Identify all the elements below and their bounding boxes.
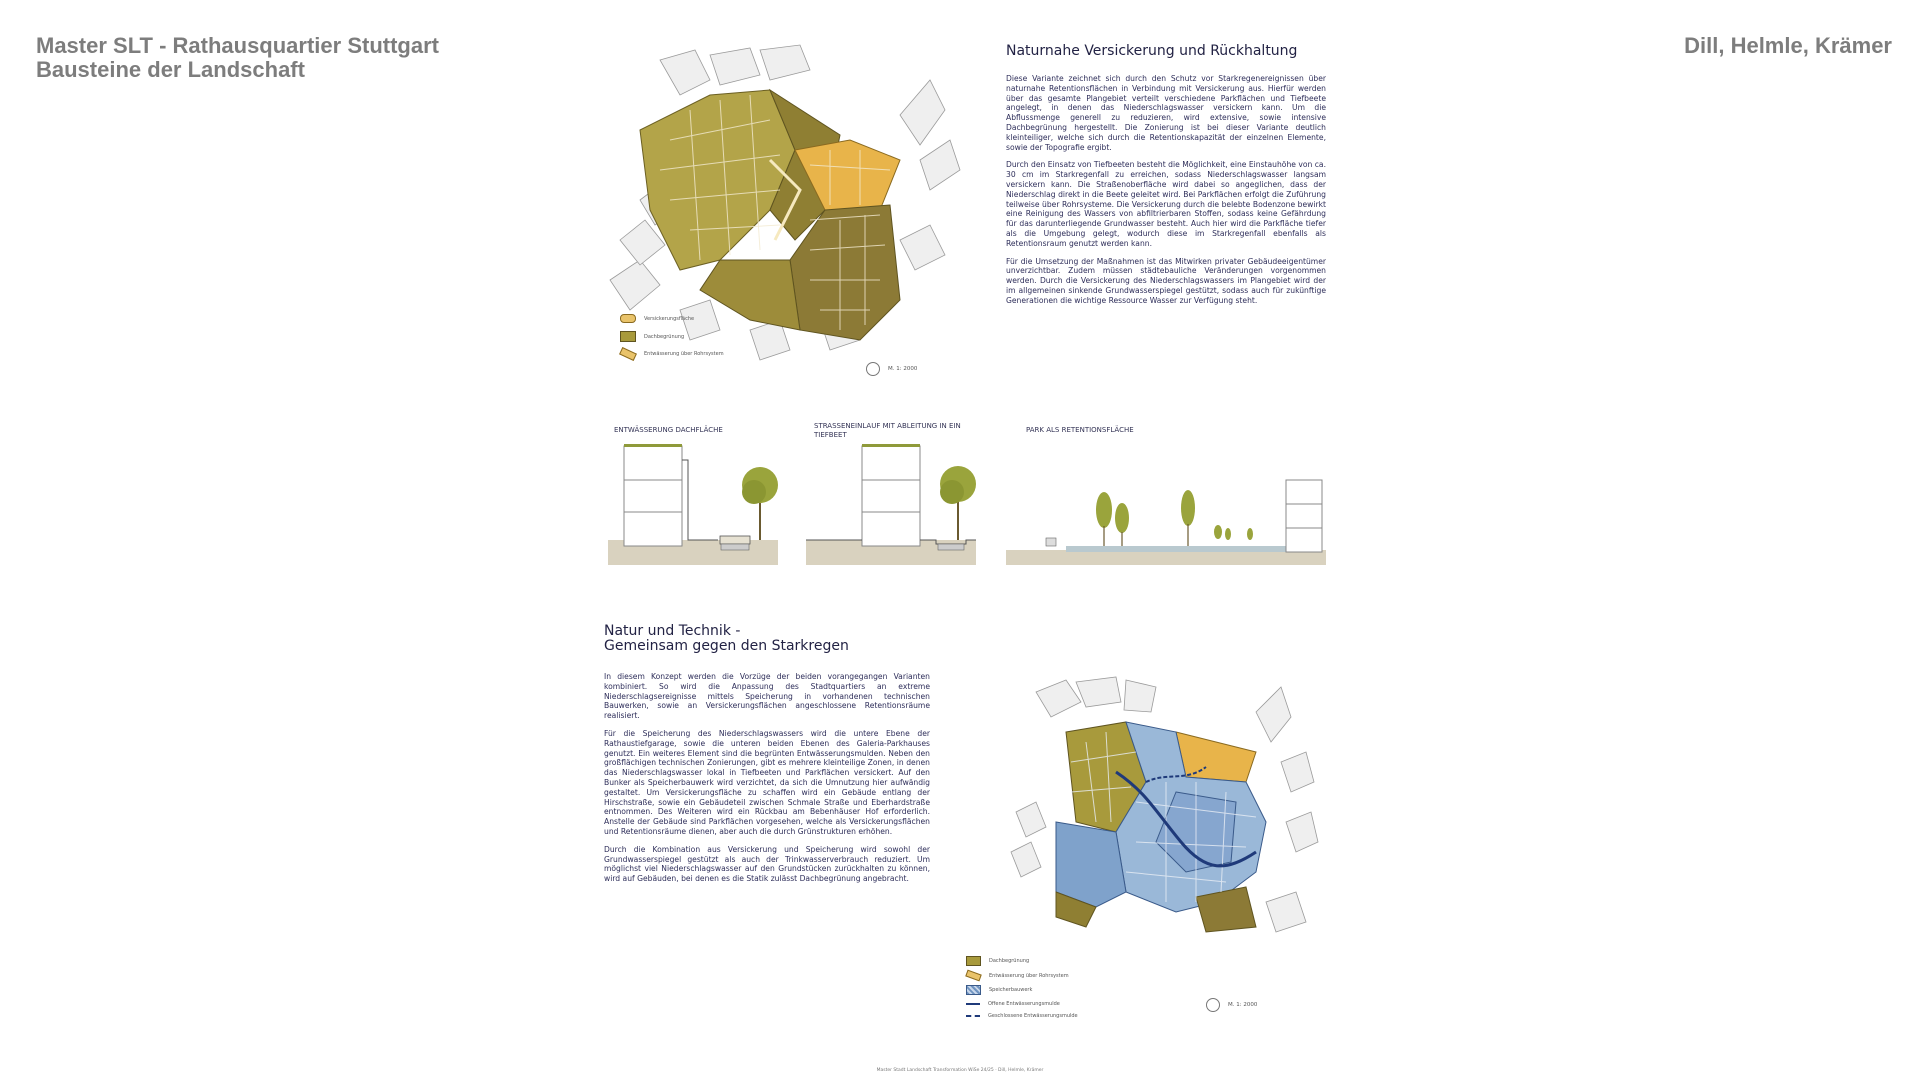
authors: Dill, Helmle, Krämer <box>1684 33 1892 58</box>
swatch-speicher-icon <box>966 985 981 995</box>
legend-2 <box>966 956 1078 1019</box>
swatch-dach-icon <box>620 331 636 342</box>
section1-heading: Naturnahe Versickerung und Rückhaltung <box>1006 43 1298 59</box>
caption-park: PARK ALS RETENTIONSFLÄCHE <box>1026 426 1134 434</box>
legend-1 <box>620 314 724 358</box>
legend-label: Geschlossene Entwässerungsmulde <box>988 1013 1078 1019</box>
paragraph: In diesem Konzept werden die Vorzüge der beiden vorangegangen Varianten kombiniert. So wird die Anpassung des Stadtquartiers an extreme Niederschlagsereignisse mittels Speicherung in vorhandenen technischen Bauwerken, sowie an Versickerungsflächen angeschlossene Retentionsräume realisiert. <box>604 672 930 721</box>
title-line-2: Bausteine der Landschaft <box>36 57 305 82</box>
section2-text <box>604 672 930 892</box>
legend-item <box>620 331 724 342</box>
heading-line-2: Gemeinsam gegen den Starkregen <box>604 638 849 654</box>
legend-label: Versickerungsfläche <box>644 315 695 322</box>
legend-item <box>966 985 1078 995</box>
north-arrow-icon <box>866 362 880 376</box>
page-title <box>36 34 439 82</box>
section-cut-dachflaeche <box>608 440 778 565</box>
section-cut-park <box>1006 440 1326 565</box>
section1-text <box>1006 74 1326 314</box>
title-line-1: Master SLT - Rathausquartier Stuttgart <box>36 33 439 58</box>
paragraph: Für die Umsetzung der Maßnahmen ist das Mitwirken privater Gebäudeeigentümer unverzichtbar. Zudem müssen städtebauliche Veränderungen vorgenommen werden. Durch die Versickerung des Niederschlagswassers im Plangebiet wird der im allgemeinen sinkende Grundwasserspiegel gestützt, sodass auch für zukünftige Generationen die wichtige Ressource Wasser zur Verfügung steht. <box>1006 256 1326 305</box>
section2-heading <box>604 624 849 654</box>
caption-strasseneinlauf: STRASSENEINLAUF MIT ABLEITUNG IN EIN TIEFBEET <box>814 422 961 439</box>
line-geschlossen-icon <box>966 1015 980 1017</box>
section-cut-strasseneinlauf <box>806 440 976 565</box>
heading-line-1: Natur und Technik - <box>604 623 741 639</box>
swatch-rohr-icon <box>965 970 981 982</box>
north-arrow-icon <box>1206 998 1220 1012</box>
footer: Master Stadt Landschaft Transformation WiSe 24/25 · Dill, Helmle, Krämer <box>876 1068 1044 1073</box>
paragraph: Durch die Kombination aus Versickerung und Speicherung wird sowohl der Grundwasserspiegel gestützt als auch der Trinkwasserverbrauch reduziert. Um möglichst viel Niederschlagswasser auf den Grundstücken zurückhalten zu können, wird auf Gebäuden, bei denen es die Statik zulässt Dachbegrünung angebracht. <box>604 844 930 884</box>
paragraph: Für die Speicherung des Niederschlagswassers wird die untere Ebene der Rathaustiefgarage, sowie die unteren beiden Ebenen des Galeria-Parkhauses genutzt. Ein weiteres Element sind die begrünten Entwässerungsmulden. Neben den großflächigen technischen Zonierungen, gibt es mehrere kleinteilige Zonen, in denen das Niederschlagswasser lokal in Tiefbeeten und Parkflächen versickert. Auf den Bunker als Speicherbauwerk wird verzichtet, da sich die Umnutzung hier aufwändig gestaltet. Um Versickerungsfläche zu schaffen wird ein Gebäude entlang der Hirschstraße, sowie ein Gebäudeteil zwischen Schmale Straße und Eberhardstraße entnommen. Des Weiteren wird ein Rückbau am Bebenhäuser Hof erforderlich. Anstelle der Gebäude sind Parkflächen vorgesehen, welche als Versickerungsflächen und Retentionsräume dienen, aber auch die durch Grünstrukturen erhöhen. <box>604 728 930 836</box>
line-offen-icon <box>966 1003 980 1005</box>
legend-label: Speicherbauwerk <box>989 987 1033 993</box>
legend-label: Dachbegrünung <box>644 333 685 340</box>
scale-2 <box>1206 998 1257 1012</box>
paragraph: Diese Variante zeichnet sich durch den Schutz vor Starkregenereignissen über naturnahe Retentionsflächen in Verbindung mit Versickerung aus. Hierfür werden über das gesamte Plangebiet verteilt verschiedene Parkflächen und Tiefbeete angelegt, in denen das Niederschlagswasser versickern kann. Um die Abflussmenge generell zu reduzieren, wird extensive, sowie intensive Dachbegrünung hergestellt. Die Zonierung ist bei dieser Variante deutlich kleinteiliger, welche sich durch die Retentionskapazität der einzelnen Elemente, sowie der Topografie ergibt. <box>1006 74 1326 152</box>
paragraph: Durch den Einsatz von Tiefbeeten besteht die Möglichkeit, eine Einstauhöhe von ca. 30 cm im Starkregenfall zu erreichen, sodass Niederschlagswasser langsam versickern kann. Die Straßenoberfläche wird dabei so angeglichen, dass der Niederschlag direkt in die Beete geleitet wird. Bei Parkflächen erfolgt die Zuführung teilweise über Rohrsysteme. Die Versickerung durch die belebte Bodenzone bewirkt eine Reinigung des Wassers von abfiltrierbaren Stoffen, sodass keine Gefährdung für das darunterliegende Grundwasser besteht. Auch hier wird die Parkfläche tiefer als die Umgebung gelegt, wodurch diese im Starkregenfall ebenfalls als Retentionsraum genutzt werden kann. <box>1006 160 1326 248</box>
legend-label: Offene Entwässerungsmulde <box>988 1001 1060 1007</box>
legend-item <box>966 956 1078 966</box>
legend-item <box>620 314 724 323</box>
scale-1 <box>866 362 917 376</box>
scale-label: M. 1: 2000 <box>888 366 918 372</box>
scale-label: M. 1: 2000 <box>1228 1002 1258 1008</box>
legend-label: Entwässerung über Rohrsystem <box>989 972 1069 979</box>
swatch-dach-icon <box>966 956 981 966</box>
legend-item <box>966 1001 1078 1007</box>
legend-item <box>966 972 1078 979</box>
swatch-versickerung-icon <box>620 314 636 323</box>
legend-item <box>966 1013 1078 1019</box>
legend-item <box>620 350 724 358</box>
legend-label: Dachbegrünung <box>989 958 1030 964</box>
caption-dachflaeche: ENTWÄSSERUNG DACHFLÄCHE <box>614 426 723 434</box>
legend-label: Entwässerung über Rohrsystem <box>644 351 724 357</box>
site-plan-2 <box>1006 672 1336 972</box>
